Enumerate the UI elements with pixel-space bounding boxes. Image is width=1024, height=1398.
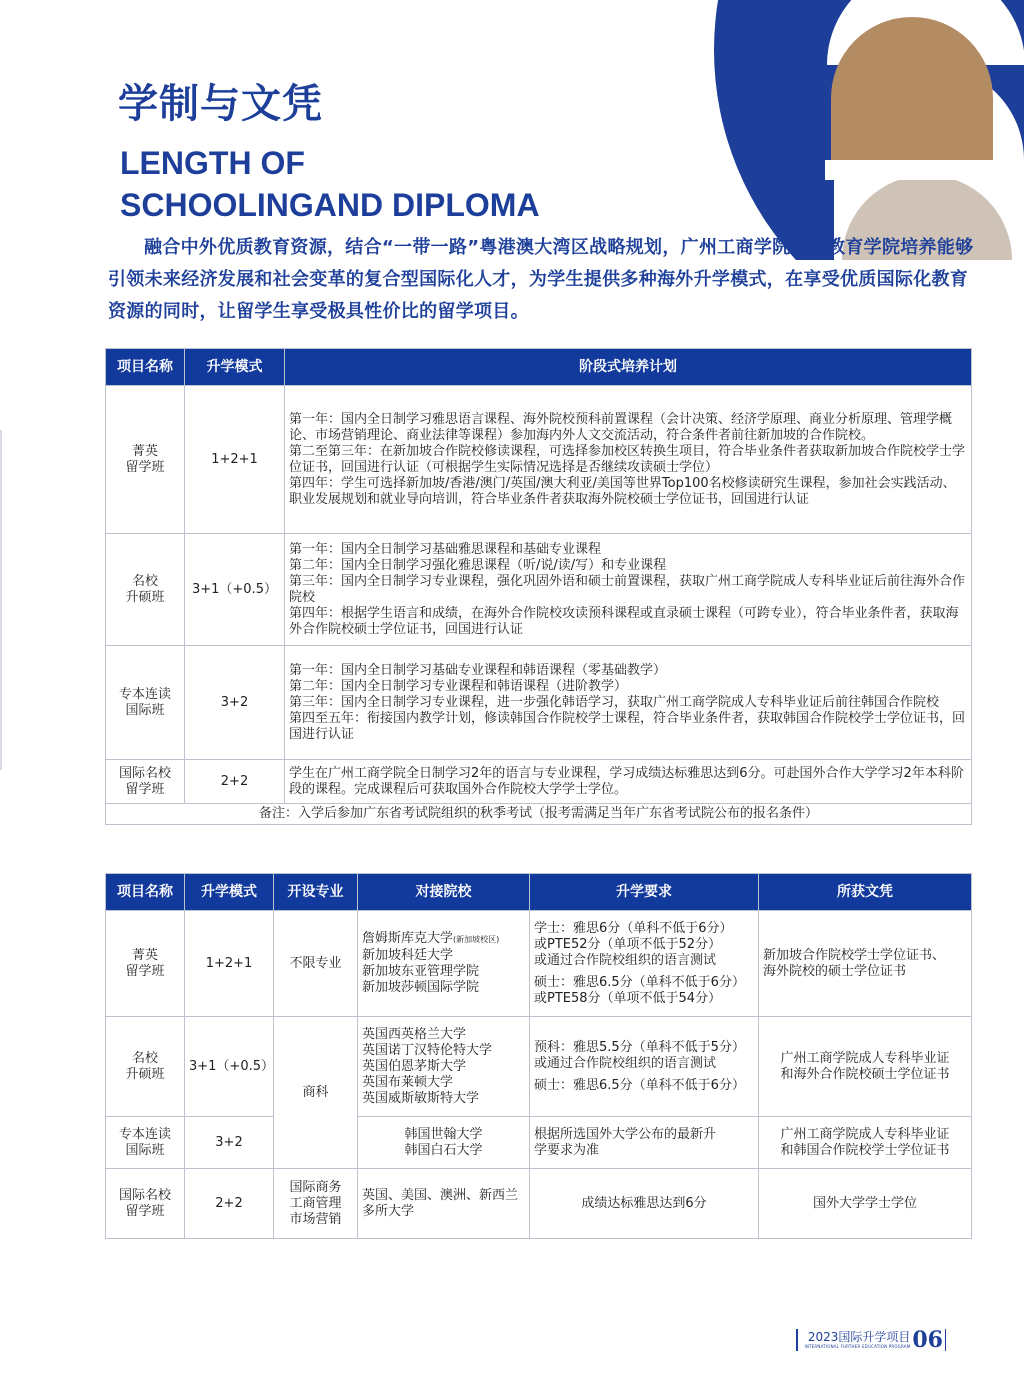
admission-requirements <box>530 1117 759 1169</box>
subtitle-line-2: SCHOOLINGAND DIPLOMA <box>120 187 540 223</box>
col-header-plan: 阶段式培养计划 <box>285 349 972 386</box>
program-name-line: 留学班 <box>125 963 165 979</box>
admission-requirements <box>530 911 759 1017</box>
program-name-line: 升硕班 <box>125 589 165 605</box>
school-item: 韩国白石大学 <box>404 1142 483 1158</box>
school-item: 新加坡东亚管理学院 <box>362 964 480 979</box>
program-plan <box>285 760 972 804</box>
program-name-line: 名校 <box>131 573 158 589</box>
table-row <box>106 911 972 1017</box>
page-number: 06 <box>912 1327 943 1353</box>
diploma-obtained <box>759 911 972 1017</box>
diploma-line: 广州工商学院成人专科毕业证 <box>780 1126 950 1142</box>
school-item: 英国布莱顿大学 <box>362 1074 454 1090</box>
footer-divider <box>945 1329 946 1351</box>
program-plan <box>285 646 972 760</box>
table-row <box>106 386 972 534</box>
program-name-line: 国际名校 <box>118 1187 171 1203</box>
table-note: 备注：入学后参加广东省考试院组织的秋季考试（报考需满足当年广东省考试院公布的报名条件） <box>106 804 972 825</box>
table-row <box>106 1017 972 1117</box>
footer-title: 2023国际升学项目 <box>807 1330 911 1344</box>
program-name <box>106 1017 185 1117</box>
major-line: 工商管理 <box>289 1195 342 1211</box>
requirement-line: 或通过合作院校组织的语言测试 <box>534 1055 717 1071</box>
plan-item: 第四至五年：衔接国内教学计划，修读韩国合作院校学士课程，符合毕业条件者，获取韩国合作院校学士学位证书，回国进行认证 <box>289 710 966 742</box>
program-name <box>106 646 185 760</box>
table-row <box>106 760 972 804</box>
program-name <box>106 534 185 646</box>
partner-schools <box>358 911 530 1017</box>
footer-text <box>804 1330 910 1350</box>
program-major: 不限专业 <box>274 911 358 1017</box>
program-name <box>106 386 185 534</box>
diploma-obtained: 国外大学学士学位 <box>759 1169 972 1239</box>
requirement-line: 硕士：雅思6.5分（单科不低于6分） <box>534 974 745 990</box>
requirement-line: 学要求为准 <box>534 1142 600 1158</box>
program-mode: 1+2+1 <box>185 386 285 534</box>
diploma-line: 和韩国合作院校学士学位证书 <box>780 1142 950 1158</box>
plan-item: 第四年：根据学生语言和成绩，在海外合作院校攻读预科课程或直录硕士课程（可跨专业），符合毕业条件者，获取海外合作院校硕士学位证书，回国进行认证 <box>289 605 959 637</box>
partner-schools <box>358 1117 530 1169</box>
major-line: 国际商务 <box>289 1179 342 1195</box>
footer-divider <box>796 1329 798 1351</box>
program-name-line: 留学班 <box>125 1203 165 1219</box>
col-header-mode: 升学模式 <box>185 874 274 911</box>
training-plan-table <box>105 348 972 825</box>
plan-item: 第一年：国内全日制学习基础雅思课程和基础专业课程 <box>289 541 602 557</box>
school-item <box>362 931 525 948</box>
page-title: 学制与文凭 <box>118 81 323 127</box>
program-name-line: 国际班 <box>125 702 165 718</box>
school-item: 英国西英格兰大学 <box>362 1026 467 1042</box>
plan-item: 第一年：国内全日制学习雅思语言课程、海外院校预科前置课程（会计决策、经济学原理、商业分析原理、管理学概论、市场营销理论、商业法律等课程）参加海内外人文交流活动，符合条件者前往新加坡的合作院校。 <box>289 411 953 443</box>
school-item: 英国伯恩茅斯大学 <box>362 1058 467 1074</box>
school-item: 英国、美国、澳洲、新西兰 <box>362 1187 519 1203</box>
campus-tag: (新加坡校区) <box>453 935 500 944</box>
col-header-mode: 升学模式 <box>185 349 285 386</box>
program-major <box>274 1169 358 1239</box>
requirement-line: 或PTE52分（单项不低于52分） <box>534 936 722 952</box>
program-major: 商科 <box>274 1017 358 1169</box>
program-mode: 3+2 <box>185 1117 274 1169</box>
col-header-requirements: 升学要求 <box>530 874 759 911</box>
col-header-diploma: 所获文凭 <box>759 874 972 911</box>
table-row <box>106 534 972 646</box>
program-plan <box>285 534 972 646</box>
footer-subtitle: INTERNATIONAL FURTHER EDUCATION PROGRAM <box>804 1344 911 1349</box>
partner-schools <box>358 1017 530 1117</box>
program-plan <box>285 386 972 534</box>
diploma-obtained <box>759 1117 972 1169</box>
major-line: 市场营销 <box>289 1211 342 1227</box>
school-item: 新加坡莎顿国际学院 <box>362 980 480 995</box>
school-item: 韩国世翰大学 <box>404 1126 483 1142</box>
diploma-line: 和海外合作院校硕士学位证书 <box>780 1066 950 1082</box>
subtitle-line-1: LENGTH OF <box>120 145 305 181</box>
table-row <box>106 1117 972 1169</box>
school-item: 英国诺丁汉特伦特大学 <box>362 1042 493 1058</box>
note-row <box>106 804 972 825</box>
intro-paragraph: 融合中外优质教育资源，结合“一带一路”粤港澳大湾区战略规划，广州工商学院国际教育学院培养能够引领未来经济发展和社会变革的复合型国际化人才，为学生提供多种海外升学模式，在享受优质国际化教育资源的同时，让留学生享受极具性价比的留学项目。 <box>108 237 974 322</box>
col-header-program: 项目名称 <box>106 349 185 386</box>
admission-requirements-table <box>105 873 972 1239</box>
program-name-line: 菁英 <box>131 947 158 963</box>
requirement-line: 学士：雅思6分（单科不低于6分） <box>534 920 733 936</box>
program-name-line: 名校 <box>131 1050 158 1066</box>
diploma-line: 新加坡合作院校学士学位证书、 <box>763 947 946 963</box>
col-header-major: 开设专业 <box>274 874 358 911</box>
plan-item: 第二年：国内全日制学习强化雅思课程（听/说/读/写）和专业课程 <box>289 557 667 573</box>
admission-requirements <box>530 1017 759 1117</box>
admission-requirements: 成绩达标雅思达到6分 <box>530 1169 759 1239</box>
requirement-line: 预科：雅思5.5分（单科不低于5分） <box>534 1039 745 1055</box>
program-name <box>106 1169 185 1239</box>
program-mode: 3+1（+0.5） <box>185 1017 274 1117</box>
school-item: 新加坡科廷大学 <box>362 948 454 963</box>
plan-item: 第一年：国内全日制学习基础专业课程和韩语课程（零基础教学） <box>289 662 667 678</box>
diploma-line: 广州工商学院成人专科毕业证 <box>780 1050 950 1066</box>
table-header-row <box>106 874 972 911</box>
program-name-line: 升硕班 <box>125 1066 165 1082</box>
program-name-line: 留学班 <box>125 459 165 475</box>
corner-decoration <box>714 0 1024 260</box>
school-name: 詹姆斯库克大学 <box>362 931 454 946</box>
program-mode: 3+2 <box>185 646 285 760</box>
program-mode: 2+2 <box>185 760 285 804</box>
program-name-line: 国际名校 <box>118 765 171 781</box>
table-row <box>106 646 972 760</box>
page-footer <box>790 1325 952 1355</box>
program-name-line: 国际班 <box>125 1142 165 1158</box>
requirement-line: 或PTE58分（单项不低于54分） <box>534 990 722 1006</box>
page-subtitle-en <box>120 142 540 226</box>
col-header-partner-schools: 对接院校 <box>358 874 530 911</box>
program-mode: 2+2 <box>185 1169 274 1239</box>
col-header-program: 项目名称 <box>106 874 185 911</box>
plan-item: 学生在广州工商学院全日制学习2年的语言与专业课程，学习成绩达标雅思达到6分。可赴国外合作大学学习2年本科阶段的课程。完成课程后可获取国外合作院校大学学士学位。 <box>289 765 964 797</box>
program-name-line: 留学班 <box>125 781 165 797</box>
school-item: 英国威斯敏斯特大学 <box>362 1090 480 1106</box>
program-name-line: 专本连读 <box>118 686 171 702</box>
requirement-line: 根据所选国外大学公布的最新升 <box>534 1126 717 1142</box>
program-name <box>106 760 185 804</box>
table-header-row <box>106 349 972 386</box>
table-row <box>106 1169 972 1239</box>
program-name <box>106 911 185 1017</box>
school-item: 多所大学 <box>362 1203 415 1219</box>
plan-item: 第二年：国内全日制学习专业课程和韩语课程（进阶教学） <box>289 678 628 694</box>
plan-item: 第三年：国内全日制学习专业课程，强化巩固外语和硕士前置课程，获取广州工商学院成人专科毕业证后前往海外合作院校 <box>289 573 966 605</box>
program-name-line: 专本连读 <box>118 1126 171 1142</box>
plan-item: 第二至第三年：在新加坡合作院校修读课程，可选择参加校区转换生项目，符合毕业条件者获取新加坡合作院校学士学位证书，回国进行认证（可根据学生实际情况选择是否继续攻读硕士学位） <box>289 443 966 475</box>
program-name <box>106 1117 185 1169</box>
diploma-obtained <box>759 1017 972 1117</box>
diploma-line: 海外院校的硕士学位证书 <box>763 963 907 979</box>
program-name-line: 菁英 <box>131 443 158 459</box>
program-mode: 3+1（+0.5） <box>185 534 285 646</box>
partner-schools <box>358 1169 530 1239</box>
plan-item: 第三年：国内全日制学习专业课程，进一步强化韩语学习，获取广州工商学院成人专科毕业证后前往韩国合作院校 <box>289 694 940 710</box>
side-divider <box>0 430 2 770</box>
requirement-line: 硕士：雅思6.5分（单科不低于6分） <box>534 1077 745 1093</box>
program-mode: 1+2+1 <box>185 911 274 1017</box>
plan-item: 第四年：学生可选择新加坡/香港/澳门/英国/澳大利亚/美国等世界Top100名校修读研究生课程，参加社会实践活动、职业发展规划和就业导向培训，符合毕业条件者获取海外院校硕士学位证书，回国进行认证 <box>289 475 956 507</box>
requirement-line: 或通过合作院校组织的语言测试 <box>534 952 717 968</box>
